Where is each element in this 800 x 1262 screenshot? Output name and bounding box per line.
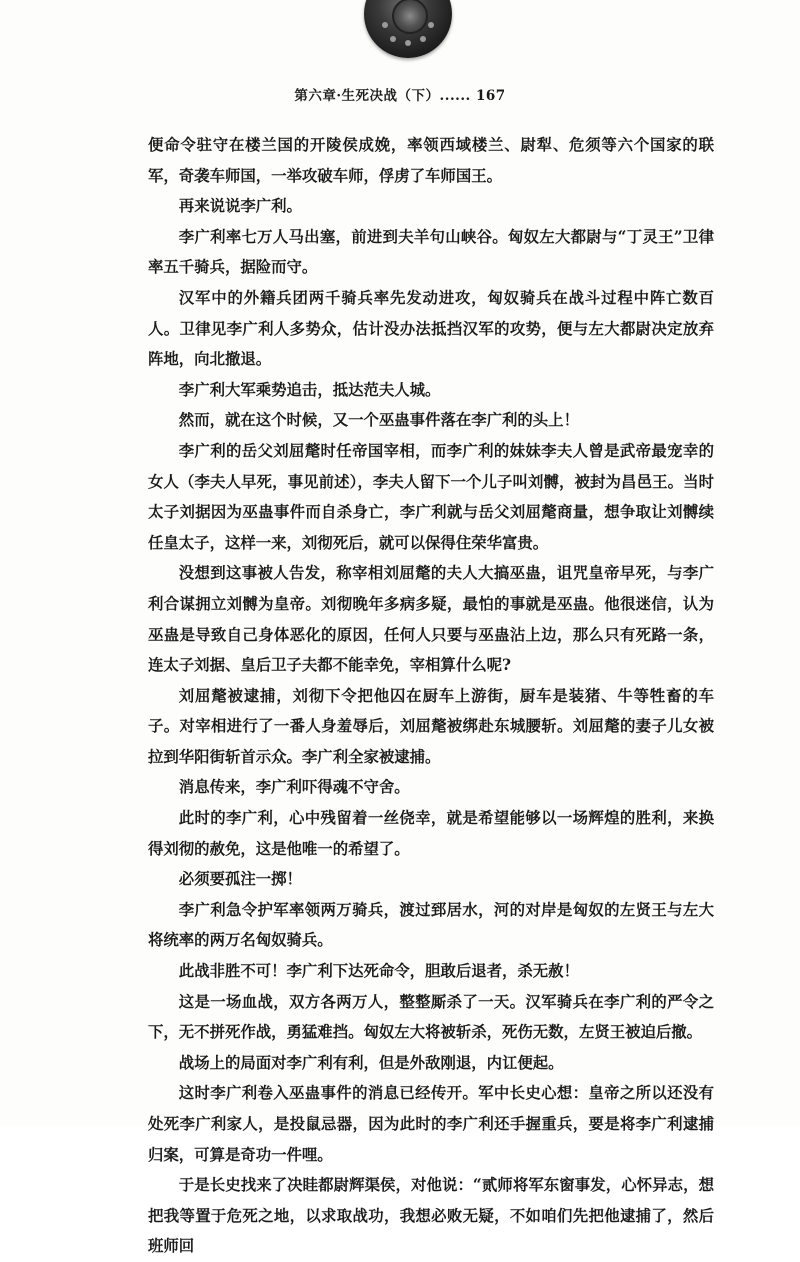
paragraph: 此时的李广利，心中残留着一丝侥幸，就是希望能够以一场辉煌的胜利，来换得刘彻的赦免，这是他唯一的希望了。 — [148, 809, 714, 858]
medallion-dot — [428, 22, 434, 28]
paragraph: 再来说说李广利。 — [178, 197, 302, 216]
paragraph: 这时李广利卷入巫蛊事件的消息已经传开。军中长史心想：皇帝之所以还没有处死李广利家人，是投鼠忌器，因为此时的李广利还手握重兵，要是将李广利逮捕归案，可算是奇功一件哩。 — [148, 1084, 714, 1164]
medallion-center — [392, 0, 428, 34]
paragraph: 这是一场血战，双方各两万人，整整厮杀了一天。汉军骑兵在李广利的严令之下，无不拼死作战，勇猛难挡。匈奴左大将被斩杀，死伤无数，左贤王被迫后撤。 — [148, 992, 714, 1042]
paragraph: 李广利率七万人马出塞，前进到夫羊句山峡谷。匈奴左大都尉与“丁灵王”卫律率五千骑兵，据险而守。 — [148, 227, 714, 277]
paragraph: 李广利大军乘势追击，抵达范夫人城。 — [178, 380, 441, 399]
paragraph: 必须要孤注一掷！ — [178, 870, 302, 889]
paragraph: 没想到这事被人告发，称宰相刘屈氂的夫人大搞巫蛊，诅咒皇帝早死，与李广利合谋拥立刘髆为皇帝。刘彻晚年多病多疑，最怕的事就是巫蛊。他很迷信，认为巫蛊是导致自己身体恶化的原因，任何人只要与巫蛊沾上边，那么只有死路一条，连太子刘据、皇后卫子夫都不能幸免，宰相算什么呢? — [148, 564, 714, 675]
body-text — [148, 130, 714, 1262]
medallion-dot — [390, 36, 396, 42]
paragraph: 消息传来，李广利吓得魂不守舍。 — [178, 778, 410, 797]
paragraph: 此战非胜不可！李广利下达死命令，胆敢后退者，杀无赦！ — [178, 962, 579, 981]
running-head: 第六章·生死决战（下）...... 167 — [294, 88, 506, 104]
paragraph: 汉军中的外籍兵团两千骑兵率先发动进攻，匈奴骑兵在战斗过程中阵亡数百人。卫律见李广利人多势众，估计没办法抵挡汉军的攻势，便与左大都尉决定放弃阵地，向北撤退。 — [148, 288, 714, 369]
paragraph: 刘屈氂被逮捕，刘彻下令把他囚在厨车上游街，厨车是装猪、牛等牲畜的车子。对宰相进行了一番人身羞辱后，刘屈氂被绑赴东城腰斩。刘屈氂的妻子儿女被拉到华阳街斩首示众。李广利全家被逮捕。 — [148, 686, 714, 766]
paragraph: 于是长史找来了决眭都尉辉渠侯，对他说：“贰师将军东窗事发，心怀异志，想把我等置于危死之地，以求取战功，我想必败无疑，不如咱们先把他逮捕了，然后班师回 — [148, 1176, 714, 1256]
medallion-dot — [420, 36, 426, 42]
paragraph: 李广利急令护军率领两万骑兵，渡过郅居水，河的对岸是匈奴的左贤王与左大将统率的两万名匈奴骑兵。 — [148, 900, 714, 950]
ornament-medallion-icon — [364, 0, 452, 58]
paragraph: 李广利的岳父刘屈氂时任帝国宰相，而李广利的妹妹李夫人曾是武帝最宠幸的女人（李夫人早死，事见前述），李夫人留下一个儿子叫刘髆，被封为昌邑王。当时太子刘据因为巫蛊事件而自杀身亡，李广利就与岳父刘屈氂商量，想争取让刘髆续任皇太子，这样一来，刘彻死后，就可以保得住荣华富贵。 — [148, 441, 714, 552]
paragraph: 便命令驻守在楼兰国的开陵侯成娩，率领西域楼兰、尉犁、危须等六个国家的联军，奇袭车师国，一举攻破车师，俘虏了车师国王。 — [148, 136, 714, 185]
medallion-dot — [405, 40, 411, 46]
paragraph: 然而，就在这个时候，又一个巫蛊事件落在李广利的头上！ — [178, 411, 579, 430]
paragraph: 战场上的局面对李广利有利，但是外敌刚退，内讧便起。 — [178, 1053, 564, 1072]
medallion-dot — [382, 22, 388, 28]
